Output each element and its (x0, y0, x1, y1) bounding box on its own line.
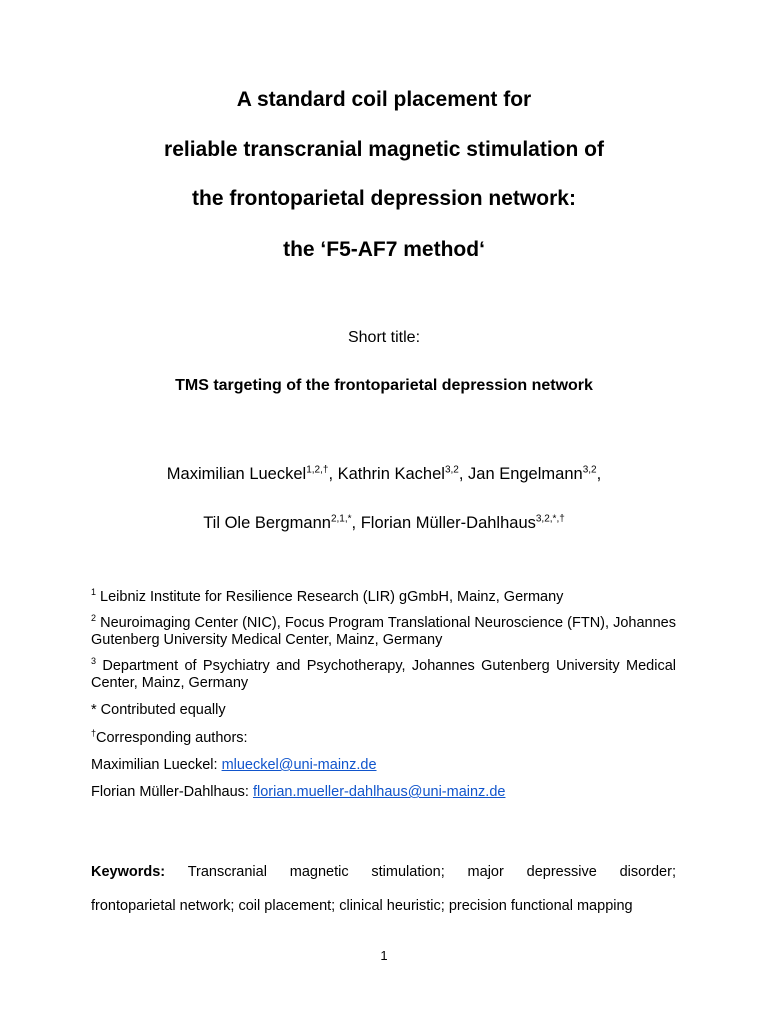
author-name: Maximilian Lueckel (166, 465, 307, 483)
affiliation-3 (91, 658, 676, 692)
author-line-1 (0, 463, 768, 485)
affiliation-text: Neuroimaging Center (NIC), Focus Program Translational Neuroscience (FTN), Johannes Gutenberg University Medical Center, Mainz, Germany (91, 615, 676, 648)
email-link-mueller-dahlhaus[interactable]: florian.mueller-dahlhaus@uni-mainz.de (252, 784, 506, 800)
author-affiliation-marks: 2,1,* (330, 513, 352, 525)
author-name: Til Ole Bergmann (203, 514, 331, 532)
author-separator: , (458, 465, 469, 483)
title-line-1: A standard coil placement for (236, 88, 532, 111)
author-name: Jan Engelmann (468, 465, 583, 483)
contact-name: Florian Müller-Dahlhaus: (91, 784, 253, 800)
affiliation-text: Leibniz Institute for Resilience Research (LIR) gGmbH, Mainz, Germany (96, 589, 564, 605)
author-line-2 (0, 512, 768, 534)
keywords-line-1 (91, 863, 676, 881)
author-affiliation-marks: 3,2 (444, 464, 459, 476)
short-title-text: TMS targeting of the frontoparietal depression network (175, 377, 593, 394)
author-affiliation-marks: 3,2,*,† (535, 513, 565, 525)
author-affiliation-marks: 1,2,† (306, 464, 329, 476)
email-link-lueckel[interactable]: mlueckel@uni-mainz.de (221, 757, 377, 773)
contact-lueckel (91, 757, 676, 774)
title-line-2: reliable transcranial magnetic stimulation of (164, 138, 604, 161)
author-name: Kathrin Kachel (337, 465, 445, 483)
keywords-line-2: frontoparietal network; coil placement; clinical heuristic; precision functional mapping (91, 898, 633, 914)
contact-name: Maximilian Lueckel: (91, 757, 222, 773)
title-line-3: the frontoparietal depression network: (192, 187, 576, 210)
author-separator: , (328, 465, 338, 483)
short-title-label: Short title: (347, 329, 421, 346)
keywords-label: Keywords: (91, 864, 166, 880)
author-separator: , (351, 514, 361, 532)
author-affiliation-marks: 3,2 (582, 464, 597, 476)
affiliation-number: 2 (91, 613, 97, 624)
corresponding-label-text: Corresponding authors: (96, 730, 248, 746)
affiliation-text: Department of Psychiatry and Psychotherapy, Johannes Gutenberg University Medical Center, Mainz, Germany (91, 658, 676, 691)
author-name: Florian Müller-Dahlhaus (360, 514, 536, 532)
affiliation-number: 3 (91, 656, 97, 667)
corresponding-authors-label (91, 730, 676, 747)
title-line-4: the ‘F5-AF7 method‘ (283, 238, 485, 261)
affiliation-2 (91, 615, 676, 649)
dagger-mark: † (91, 728, 97, 739)
author-separator: , (596, 465, 602, 483)
affiliation-number: 1 (91, 587, 97, 598)
keywords-text-1: Transcranial magnetic stimulation; major depressive disorder; (187, 864, 676, 880)
contact-mueller-dahlhaus (91, 784, 676, 801)
affiliation-1 (91, 589, 676, 606)
page-number: 1 (380, 948, 388, 963)
contributed-equally-note: * Contributed equally (91, 702, 226, 718)
